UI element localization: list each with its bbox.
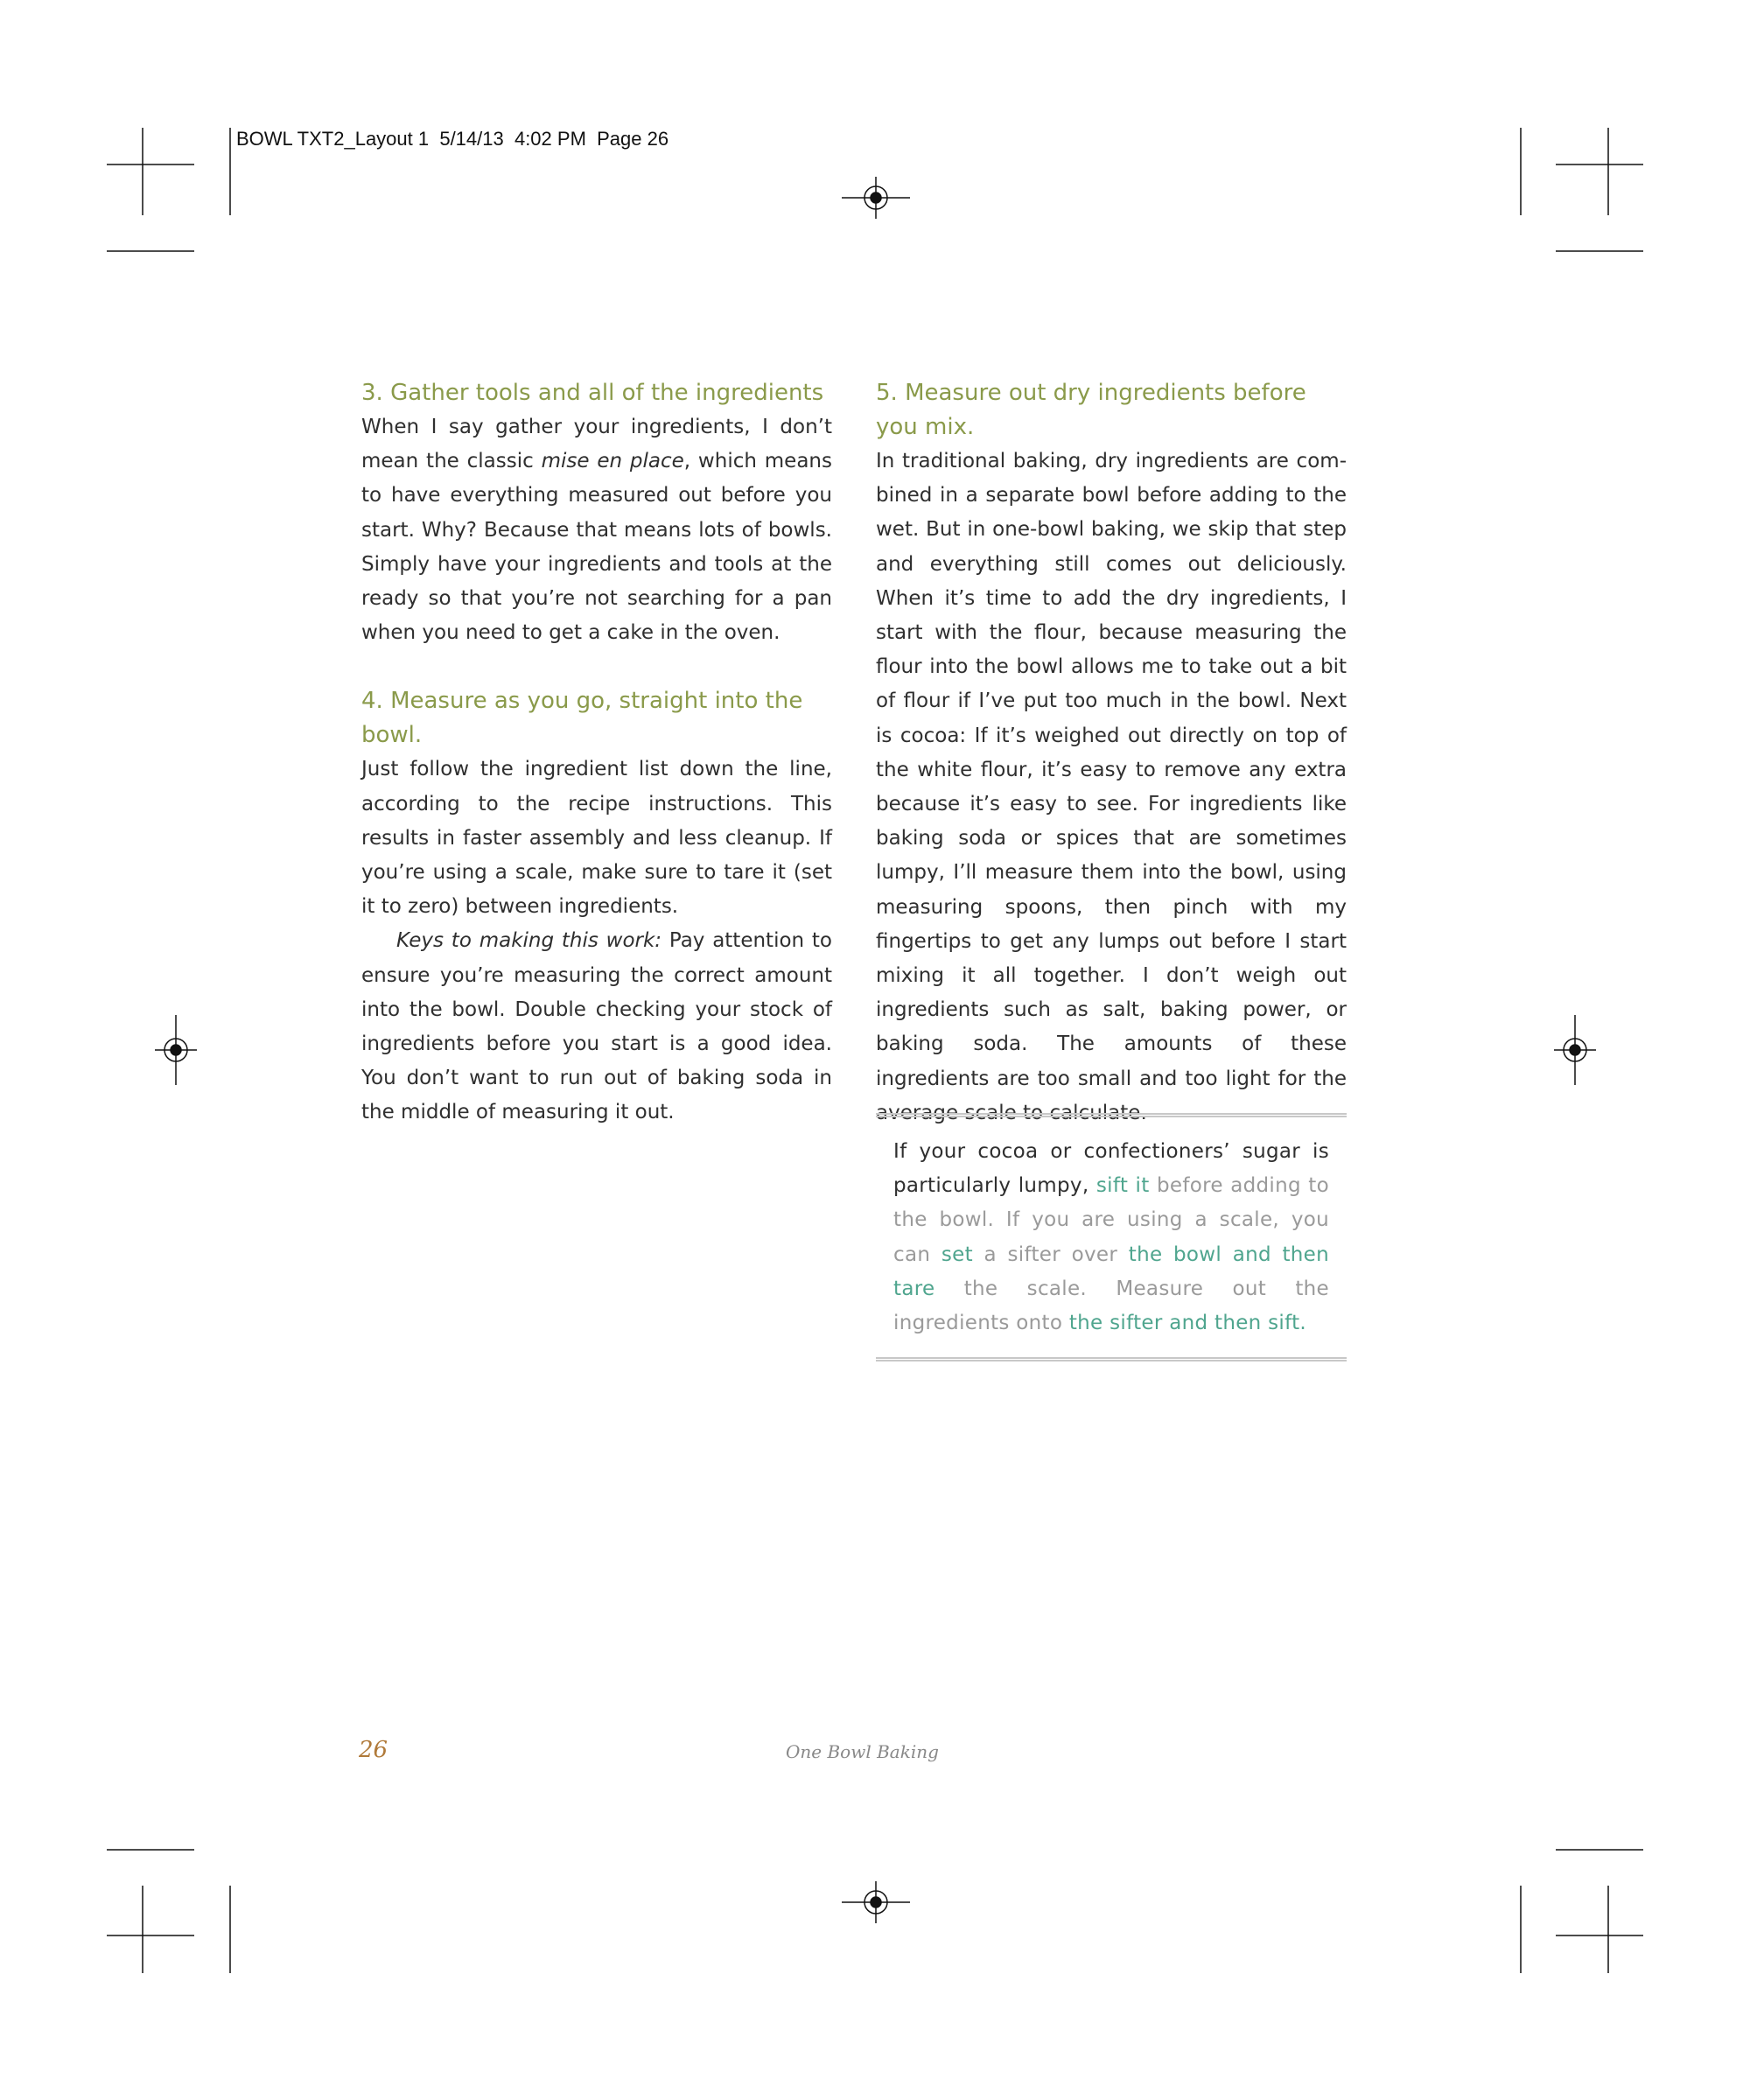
tip-box (876, 1113, 1347, 1362)
paragraph-step-3: When I say gather your ingredients, I don’t mean the classic mise en place, which means to have everything measured out before you start. Why? Because that means lots of bowls. Simply have your ingredients and tools at the ready so that you’re not searching for a pan when you need to get a cake in the oven. (361, 416, 832, 645)
running-title: One Bowl Baking (786, 1741, 939, 1762)
heading-step-5: 5. Measure out dry ingredients before you mix. (876, 380, 1306, 440)
left-column (361, 376, 832, 1130)
registration-mark-top (842, 177, 910, 219)
registration-mark-bottom (842, 1881, 910, 1923)
registration-mark-left (155, 1015, 197, 1085)
paragraph-keys: Keys to making this work: Pay attention to ensure you’re measuring the correct amount into the bowl. Double checking your stock of ingredients before you start is a good idea. You don’t want to run out of baking soda in the middle of measuring it out. (361, 929, 833, 1124)
paragraph-step-5: In traditional baking, dry ingredients are combined in a separate bowl before adding to the wet. But in one-bowl baking, we skip that step and everything still comes out deliciously. When it’s time to add the dry ingredients, I start with the flour, because measuring the flour into the bowl allows me to take out a bit of flour if I’ve put too much in the bowl. Next is cocoa: If it’s weighed out directly on top of the white flour, it’s easy to remove any extra because it’s easy to see. For ingredients like baking soda or spices that are sometimes lumpy, I’ll measure them into the bowl, using measuring spoons, then pinch with my fingertips to get any lumps out before I start mixing it all together. I don’t weigh out ingredients such as salt, baking power, or baking soda. The amounts of these ingredients are too small and too light for the average scale to calculate. (876, 450, 1347, 1124)
heading-step-3: 3. Gather tools and all of the ingredients (361, 380, 824, 406)
right-column (876, 376, 1347, 1130)
registration-mark-right (1554, 1015, 1596, 1085)
paragraph-step-4: Just follow the ingredient list down the line, according to the recipe instructions. This results in faster assembly and less cleanup. If you’re using a scale, make sure to tare it (set it to zero) between ingredients. (361, 758, 832, 919)
printer-slug: BOWL TXT2_Layout 1 5/14/13 4:02 PM Page 26 (236, 128, 669, 150)
page-number: 26 (359, 1737, 388, 1763)
heading-step-4: 4. Measure as you go, straight into the bowl. (361, 688, 803, 749)
tip-text: If your cocoa or confectioners’ sugar is particularly lumpy, sift it before adding to the bowl. If you are using a scale, you can set a sifter over the bowl and then tare the scale. Measure out the ingredients onto the sifter and then sift. (893, 1140, 1330, 1335)
